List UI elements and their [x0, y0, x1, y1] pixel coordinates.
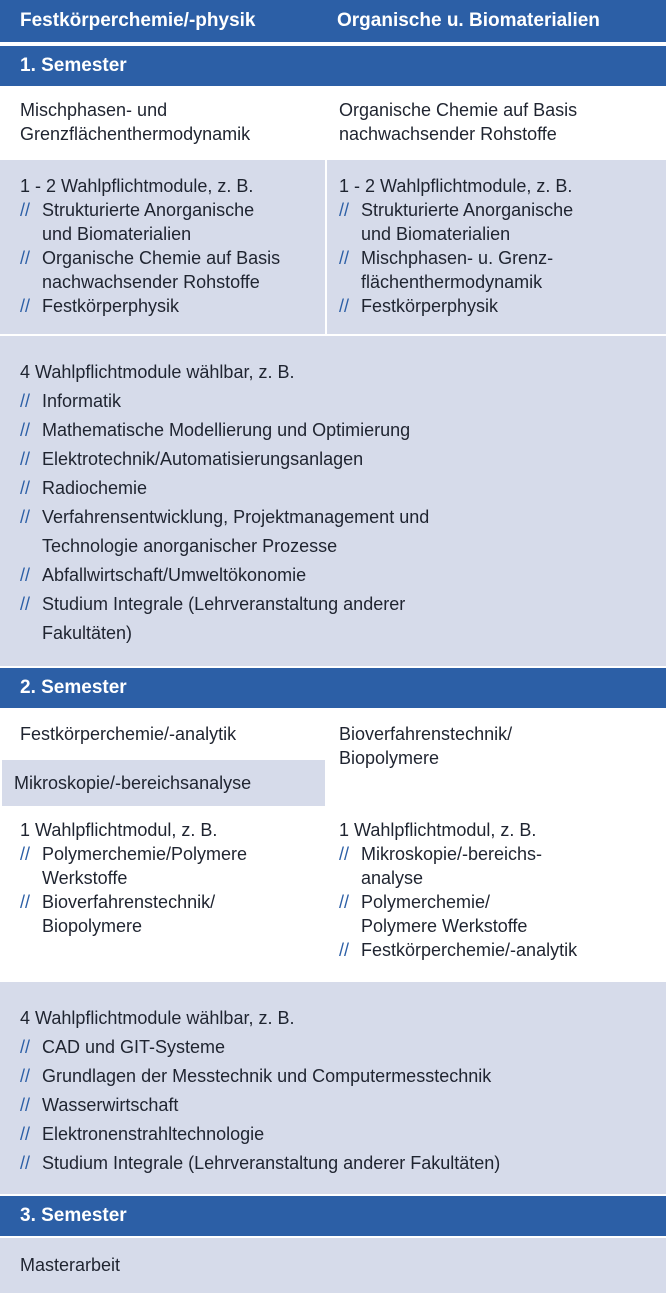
s1-row-wahlpflicht: [0, 160, 666, 334]
list-item-wrap: flächenthermodynamik: [361, 272, 543, 292]
list-item: // Studium Integrale (Lehrveranstaltung anderer Fakultäten): [20, 1149, 646, 1178]
list-item-wrap: nachwachsender Rohstoffe: [42, 272, 260, 292]
s2-row-pflicht: [0, 710, 666, 806]
slash-bullet: //: [20, 248, 31, 268]
list-item: // Mathematische Modellierung und Optimierung: [20, 416, 646, 445]
slash-bullet: //: [20, 478, 31, 498]
slash-bullet: //: [20, 594, 31, 614]
s2-row-wahlpflicht: [0, 808, 666, 980]
semester-3-title: 3. Semester: [0, 1194, 666, 1238]
s1-wahl-left: [0, 160, 325, 334]
list-item-wrap: Technologie anorganischer Prozesse: [42, 536, 338, 556]
slash-bullet: //: [339, 248, 350, 268]
list-item: // Strukturierte Anorganische: [339, 200, 574, 220]
list-item: // Mikroskopie/-bereichs-: [339, 844, 543, 864]
s2-wahlpflicht-block: [0, 982, 666, 1194]
list-item-wrap: analyse: [361, 868, 424, 888]
header-col-festkoerper: Festkörperchemie/-physik: [20, 10, 256, 31]
slash-bullet: //: [339, 200, 350, 220]
slash-bullet: //: [339, 940, 350, 960]
list-item: // Wasserwirtschaft: [20, 1091, 646, 1120]
s3-masterarbeit: Masterarbeit: [0, 1238, 666, 1293]
list-item: // CAD und GIT-Systeme: [20, 1033, 646, 1062]
list-lead: 4 Wahlpflichtmodule wählbar, z. B.: [20, 362, 295, 382]
list-lead: 1 - 2 Wahlpflichtmodule, z. B.: [20, 176, 254, 196]
list-lead: 1 - 2 Wahlpflichtmodule, z. B.: [339, 176, 573, 196]
slash-bullet: //: [20, 1037, 31, 1057]
slash-bullet: //: [20, 391, 31, 411]
slash-bullet: //: [20, 1095, 31, 1115]
list-item-wrap: und Biomaterialien: [361, 224, 511, 244]
list-item: // Studium Integrale (Lehrveranstaltung anderer: [20, 590, 646, 619]
text-line: Mischphasen- und: [20, 100, 168, 120]
slash-bullet: //: [20, 507, 31, 527]
list-item: // Strukturierte Anorganische: [20, 200, 255, 220]
slash-bullet: //: [339, 296, 350, 316]
text-line: Biopolymere: [339, 748, 440, 768]
list-item: // Abfallwirtschaft/Umweltökonomie: [20, 561, 646, 590]
list-lead: 4 Wahlpflichtmodule wählbar, z. B.: [20, 1008, 295, 1028]
text-line: Grenzflächenthermodynamik: [20, 124, 251, 144]
list-item: // Elektrotechnik/Automatisierungsanlagen: [20, 445, 646, 474]
list-item: // Verfahrensentwicklung, Projektmanagement und: [20, 503, 646, 532]
list-item: // Informatik: [20, 387, 646, 416]
slash-bullet: //: [20, 449, 31, 469]
s2-wahl-left: [0, 808, 325, 980]
s2-pflicht-right: [325, 710, 666, 806]
text-line: nachwachsender Rohstoffe: [339, 124, 557, 144]
s2-wahl-right: [325, 808, 666, 980]
slash-bullet: //: [20, 844, 31, 864]
slash-bullet: //: [20, 420, 31, 440]
slash-bullet: //: [20, 1153, 31, 1173]
text-line: Bioverfahrenstechnik/: [339, 724, 513, 744]
list-item: // Festkörperphysik: [20, 296, 180, 316]
s2-pflicht-left-mid: Mikroskopie/-bereichsanalyse: [0, 758, 325, 806]
text-line: Organische Chemie auf Basis: [339, 100, 578, 120]
list-item: // Grundlagen der Messtechnik und Computermesstechnik: [20, 1062, 646, 1091]
slash-bullet: //: [20, 296, 31, 316]
list-item: // Festkörperchemie/-analytik: [339, 940, 578, 960]
list-lead: 1 Wahlpflichtmodul, z. B.: [339, 820, 537, 840]
semester-2-title: 2. Semester: [0, 666, 666, 710]
list-item: // Elektronenstrahltechnologie: [20, 1120, 646, 1149]
header-col-organisch: Organische u. Biomaterialien: [337, 10, 600, 31]
s2-pflicht-left-top: Festkörperchemie/-analytik: [0, 710, 325, 758]
list-item: // Mischphasen- u. Grenz-: [339, 248, 554, 268]
s1-wahl-right: [325, 160, 666, 334]
slash-bullet: //: [20, 1066, 31, 1086]
list-item: // Polymerchemie/: [339, 892, 491, 912]
list-item: // Festkörperphysik: [339, 296, 499, 316]
s1-wahlpflicht-block: [0, 336, 666, 666]
list-item-wrap: Biopolymere: [42, 916, 143, 936]
list-item-wrap: und Biomaterialien: [42, 224, 192, 244]
list-item: // Bioverfahrenstechnik/: [20, 892, 216, 912]
list-item-wrap: Werkstoffe: [42, 868, 128, 888]
slash-bullet: //: [20, 200, 31, 220]
slash-bullet: //: [339, 892, 350, 912]
list-item: // Organische Chemie auf Basis: [20, 248, 281, 268]
list-item-wrap: Fakultäten): [42, 623, 133, 643]
s1-pflicht-left: [0, 88, 325, 158]
list-item-wrap: Polymere Werkstoffe: [361, 916, 528, 936]
list-item: // Polymerchemie/Polymere: [20, 844, 248, 864]
slash-bullet: //: [20, 892, 31, 912]
s1-pflicht-right: [325, 88, 666, 158]
list-item: // Radiochemie: [20, 474, 646, 503]
slash-bullet: //: [20, 1124, 31, 1144]
slash-bullet: //: [339, 844, 350, 864]
slash-bullet: //: [20, 565, 31, 585]
table-header: [0, 0, 666, 44]
s1-row-pflicht: [0, 88, 666, 158]
list-lead: 1 Wahlpflichtmodul, z. B.: [20, 820, 218, 840]
semester-1-title: 1. Semester: [0, 44, 666, 88]
